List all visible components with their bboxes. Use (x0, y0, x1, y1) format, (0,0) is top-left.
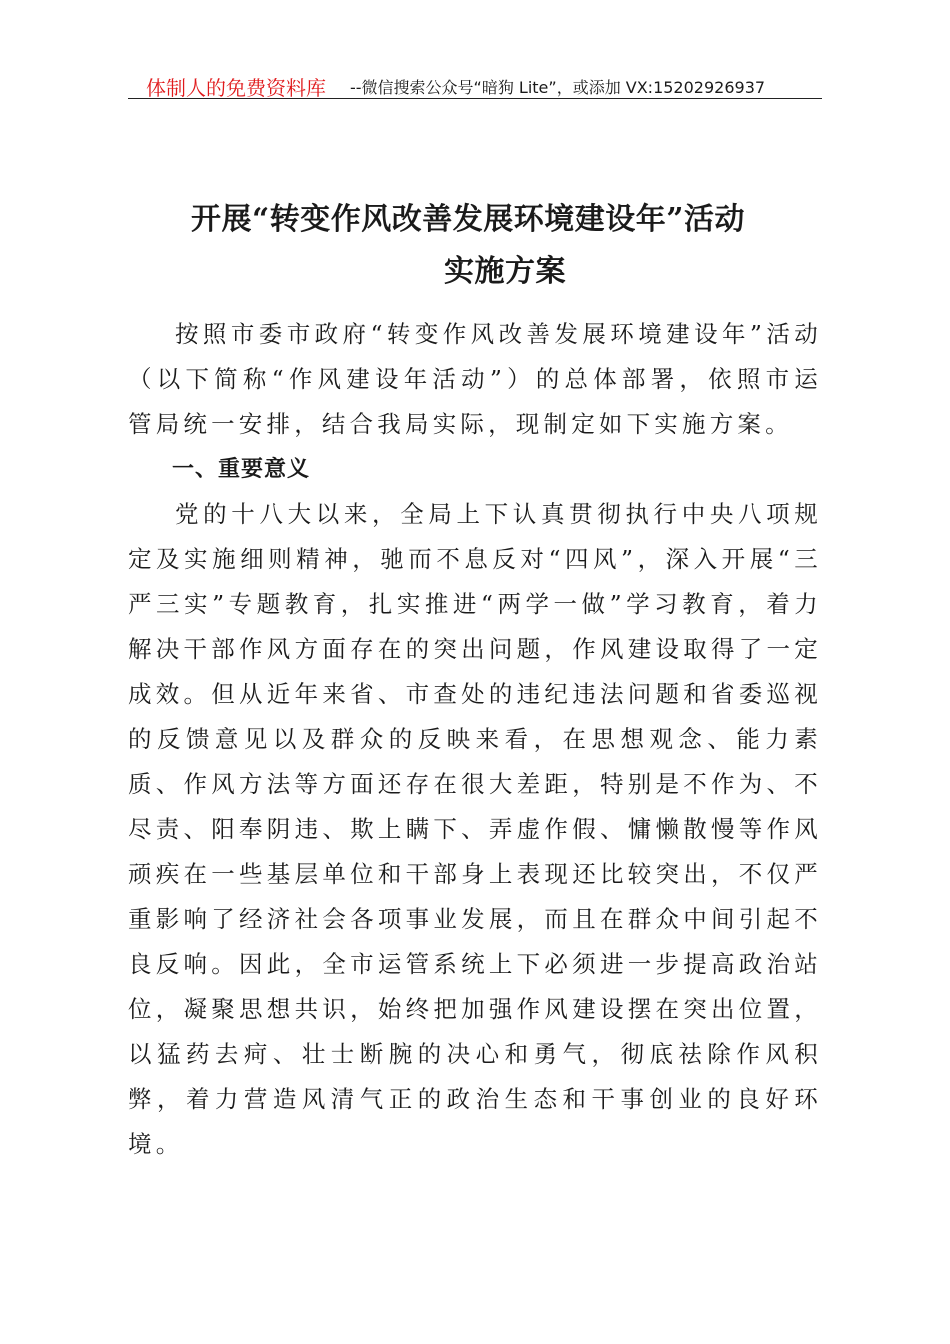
document-body (128, 312, 822, 1167)
document-title-line2: 实施方案 (444, 254, 566, 289)
section-heading: 一、重要意义 (172, 457, 311, 482)
header-tagline: --微信搜索公众号“暗狗 Lite”，或添加 VX:15202926937 (350, 78, 766, 97)
document-title-line1: 开展“转变作风改善发展环境建设年”活动 (191, 202, 746, 237)
page-header (128, 72, 822, 99)
header-brand: 体制人的免费资料库 (146, 76, 326, 100)
intro-paragraph: 按照市委市政府“转变作风改善发展环境建设年”活动（以下简称“作风建设年活动”）的总体部署，依照市运管局统一安排，结合我局实际，现制定如下实施方案。 (128, 320, 822, 438)
section-paragraph: 党的十八大以来，全局上下认真贯彻执行中央八项规定及实施细则精神，驰而不息反对“四风”，深入开展“三严三实”专题教育，扎实推进“两学一做”学习教育，着力解决干部作风方面存在的突出问题，作风建设取得了一定成效。但从近年来省、市查处的违纪违法问题和省委巡视的反馈意见以及群众的反映来看，在思想观念、能力素质、作风方法等方面还存在很大差距，特别是不作为、不尽责、阳奉阴违、欺上瞒下、弄虚作假、慵懒散慢等作风顽疾在一些基层单位和干部身上表现还比较突出，不仅严重影响了经济社会各项事业发展，而且在群众中间引起不良反响。因此，全市运管系统上下必须进一步提高政治站位，凝聚思想共识，始终把加强作风建设摆在突出位置，以猛药去疴、壮士断腕的决心和勇气，彻底祛除作风积弊，着力营造风清气正的政治生态和干事创业的良好环境。 (128, 500, 822, 1158)
